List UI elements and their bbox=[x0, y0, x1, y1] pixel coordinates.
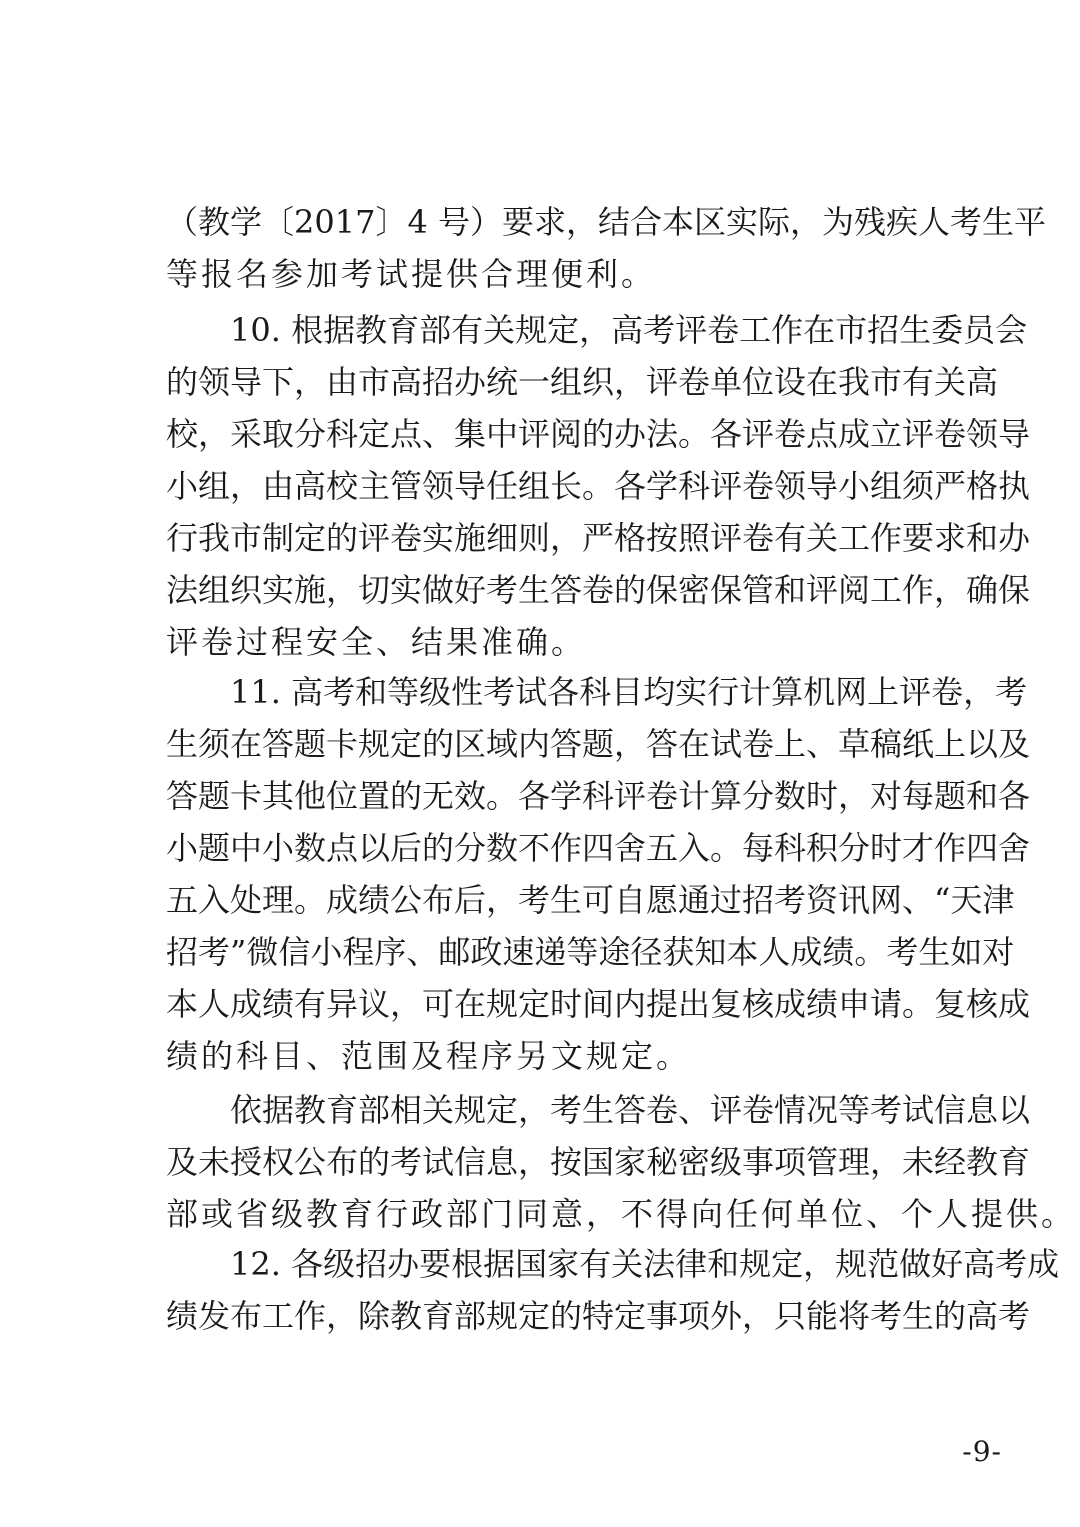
text-line: 校，采取分科定点、集中评阅的办法。各评卷点成立评卷领导 bbox=[166, 415, 1031, 453]
text-line: 依据教育部相关规定，考生答卷、评卷情况等考试信息以 bbox=[166, 1091, 1031, 1129]
text-line: 绩的科目、范围及程序另文规定。 bbox=[166, 1037, 692, 1075]
page-number: -9- bbox=[962, 1435, 1002, 1468]
text-line: 11. 高考和等级性考试各科目均实行计算机网上评卷，考 bbox=[166, 673, 1028, 711]
text-line: 评卷过程安全、结果准确。 bbox=[166, 623, 587, 661]
text-line: 等报名参加考试提供合理便利。 bbox=[166, 255, 657, 293]
text-line: 法组织实施，切实做好考生答卷的保密保管和评阅工作，确保 bbox=[166, 571, 1031, 609]
text-line: 答题卡其他位置的无效。各学科评卷计算分数时，对每题和各 bbox=[166, 777, 1031, 815]
text-line: 本人成绩有异议，可在规定时间内提出复核成绩申请。复核成 bbox=[166, 985, 1031, 1023]
text-line: 绩发布工作，除教育部规定的特定事项外，只能将考生的高考 bbox=[166, 1297, 1031, 1335]
text-line: 部或省级教育行政部门同意，不得向任何单位、个人提供。 bbox=[166, 1195, 1077, 1233]
text-line: 12. 各级招办要根据国家有关法律和规定，规范做好高考成 bbox=[166, 1245, 1060, 1283]
text-line: 10. 根据教育部有关规定，高考评卷工作在市招生委员会 bbox=[166, 311, 1028, 349]
text-line: 招考”微信小程序、邮政速递等途径获知本人成绩。考生如对 bbox=[166, 933, 1015, 971]
text-line: 行我市制定的评卷实施细则，严格按照评卷有关工作要求和办 bbox=[166, 519, 1031, 557]
text-line: 小组，由高校主管领导任组长。各学科评卷领导小组须严格执 bbox=[166, 467, 1031, 505]
text-line: （教学〔2017〕4 号）要求，结合本区实际，为残疾人考生平 bbox=[166, 203, 1046, 241]
text-line: 及未授权公布的考试信息，按国家秘密级事项管理，未经教育 bbox=[166, 1143, 1031, 1181]
text-line: 五入处理。成绩公布后，考生可自愿通过招考资讯网、“天津 bbox=[166, 881, 1015, 919]
text-line: 生须在答题卡规定的区域内答题，答在试卷上、草稿纸上以及 bbox=[166, 725, 1031, 763]
text-line: 的领导下，由市高招办统一组织，评卷单位设在我市有关高 bbox=[166, 363, 999, 401]
text-line: 小题中小数点以后的分数不作四舍五入。每科积分时才作四舍 bbox=[166, 829, 1031, 867]
